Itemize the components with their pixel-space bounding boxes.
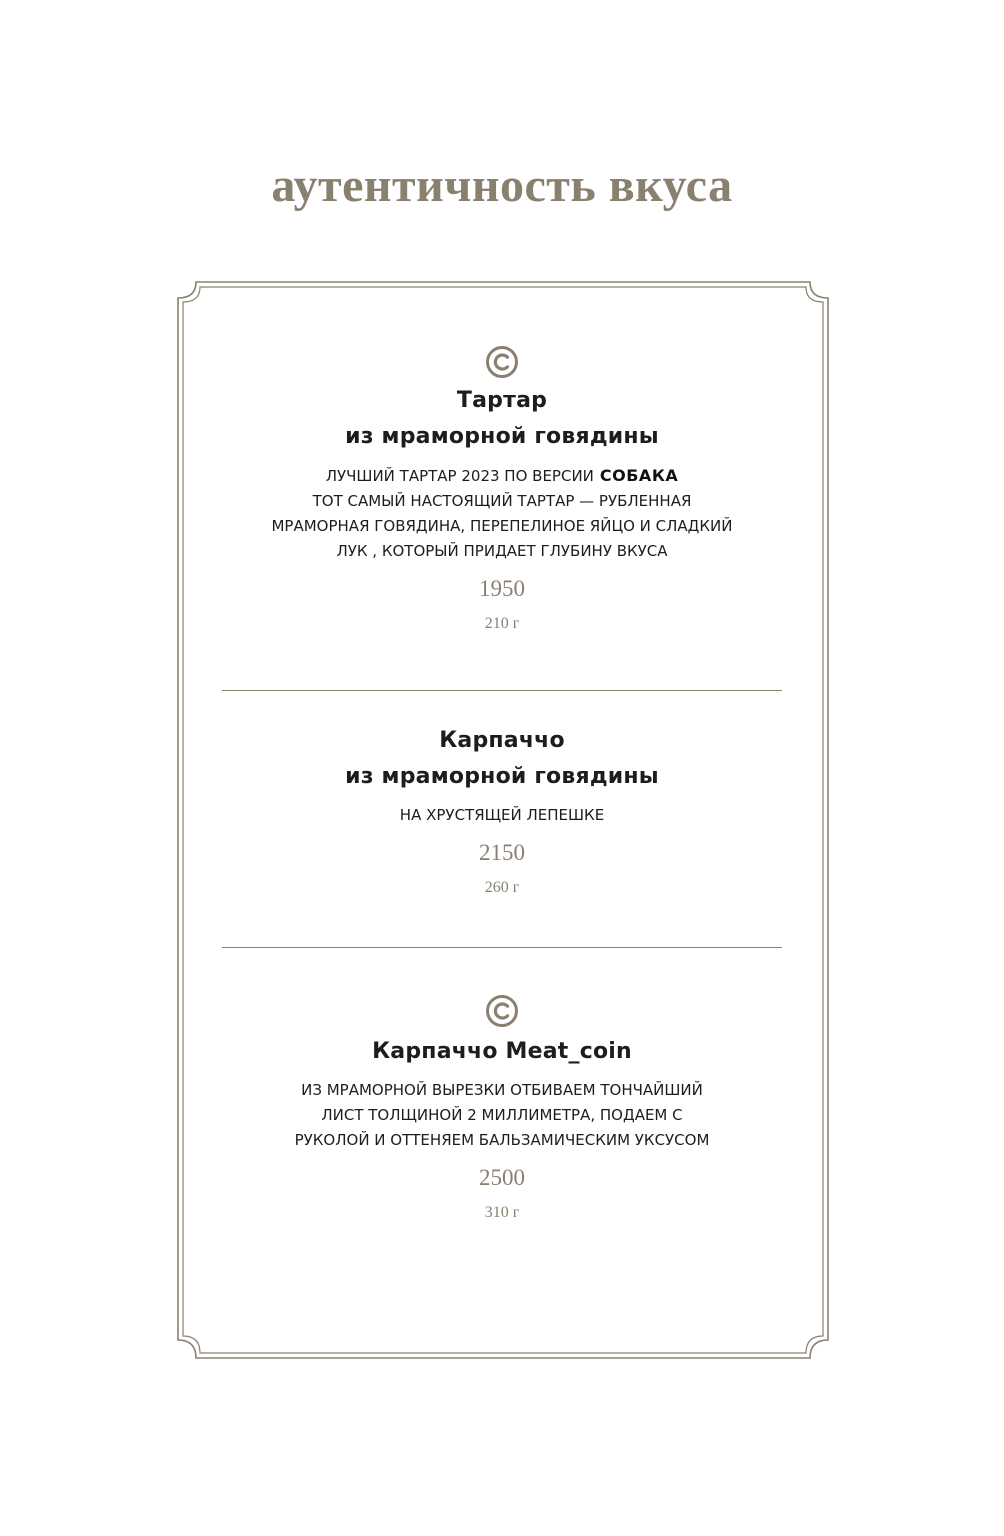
item-name-subtitle: из мраморной говядины: [345, 764, 659, 789]
item-description: [222, 463, 782, 564]
award-text: ЛУЧШИЙ ТАРТАР 2023 ПО ВЕРСИИ: [325, 467, 594, 485]
item-description: [222, 1078, 782, 1153]
item-weight: 260 г: [484, 879, 520, 896]
sobaka-logo: СОБАКА: [599, 466, 679, 485]
item-name: Тартар: [456, 388, 548, 413]
item-price: 2150: [479, 840, 525, 865]
menu-item-tartare: [222, 345, 782, 634]
item-price: 1950: [479, 576, 525, 601]
desc-line: МРАМОРНАЯ ГОВЯДИНА, ПЕРЕПЕЛИНОЕ ЯЙЦО И СЛАДКИЙ: [271, 517, 733, 535]
desc-line: НА ХРУСТЯЩЕЙ ЛЕПЕШКЕ: [399, 806, 605, 824]
item-name: Карпаччо: [439, 728, 565, 753]
desc-line: ТОТ САМЫЙ НАСТОЯЩИЙ ТАРТАР — РУБЛЕННАЯ: [312, 492, 692, 510]
desc-line: РУКОЛОЙ И ОТТЕНЯЕМ БАЛЬЗАМИЧЕСКИМ УКСУСОМ: [294, 1131, 710, 1149]
item-description: [222, 803, 782, 828]
desc-line: ЛУК , КОТОРЫЙ ПРИДАЕТ ГЛУБИНУ ВКУСА: [336, 542, 668, 560]
section-divider: [222, 947, 782, 948]
award-line: [222, 463, 782, 489]
copyright-mark-icon: [485, 994, 519, 1028]
item-weight: 210 г: [484, 615, 520, 632]
desc-line: ЛИСТ ТОЛЩИНОЙ 2 МИЛЛИМЕТРА, ПОДАЕМ С: [321, 1106, 683, 1124]
item-name: Карпаччо Meat_coin: [372, 1039, 632, 1064]
menu-item-carpaccio-meat-coin: [222, 994, 782, 1223]
item-weight: 310 г: [484, 1204, 520, 1221]
desc-line: ИЗ МРАМОРНОЙ ВЫРЕЗКИ ОТБИВАЕМ ТОНЧАЙШИЙ: [301, 1081, 703, 1099]
page-title: аутентичность вкуса: [271, 159, 733, 212]
copyright-mark-icon: [485, 345, 519, 379]
item-name-subtitle: из мраморной говядины: [345, 424, 659, 449]
item-price: 2500: [479, 1165, 525, 1190]
section-divider: [222, 690, 782, 691]
menu-item-carpaccio: [222, 723, 782, 898]
